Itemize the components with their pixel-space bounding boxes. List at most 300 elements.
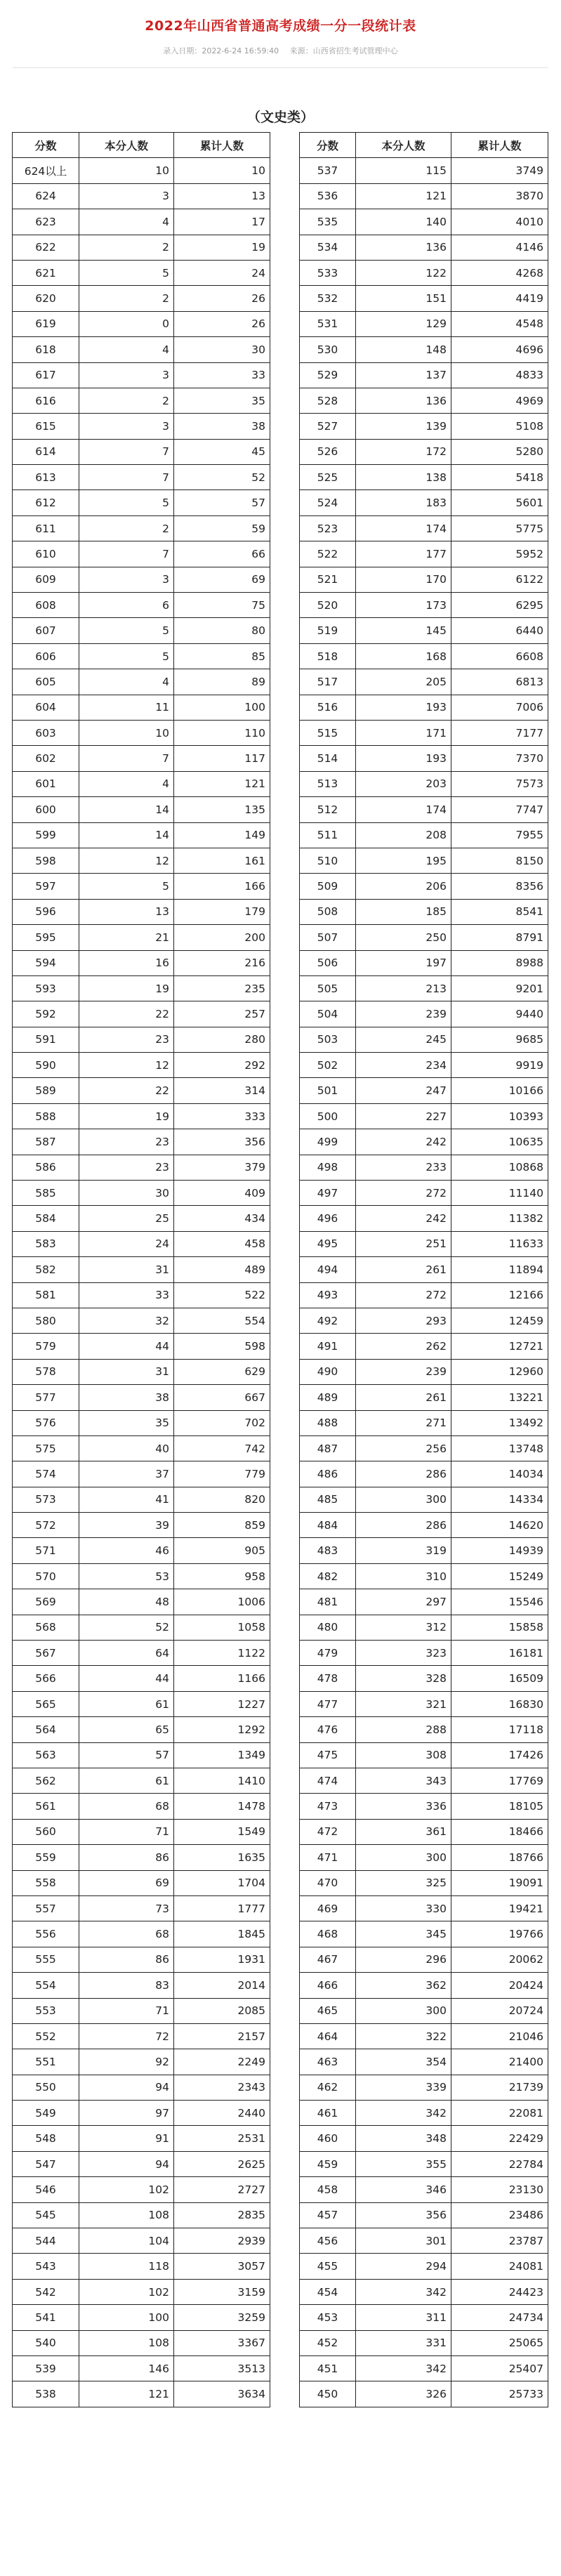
- cell-score: 534: [300, 235, 356, 260]
- cell-count: 5: [79, 260, 174, 285]
- cell-count: 239: [356, 1359, 451, 1384]
- cell-cumulative: 5108: [451, 414, 548, 439]
- table-row: [300, 2101, 548, 2126]
- cell-count: 146: [79, 2355, 174, 2381]
- cell-score: 596: [13, 899, 79, 924]
- cell-score: 507: [300, 925, 356, 950]
- cell-count: 356: [356, 2202, 451, 2228]
- table-header-row: [300, 133, 548, 158]
- cell-count: 23: [79, 1027, 174, 1052]
- cell-score: 517: [300, 669, 356, 695]
- cell-score: 623: [13, 209, 79, 235]
- cell-count: 7: [79, 746, 174, 771]
- cell-cumulative: 19091: [451, 1870, 548, 1895]
- cell-count: 245: [356, 1027, 451, 1052]
- cell-count: 68: [79, 1921, 174, 1947]
- cell-cumulative: 12960: [451, 1359, 548, 1384]
- cell-cumulative: 23486: [451, 2202, 548, 2228]
- cell-count: 33: [79, 1282, 174, 1308]
- cell-count: 139: [356, 414, 451, 439]
- cell-cumulative: 4419: [451, 286, 548, 311]
- cell-score: 477: [300, 1691, 356, 1716]
- cell-score: 530: [300, 337, 356, 362]
- table-row: [13, 515, 270, 541]
- cell-score: 535: [300, 209, 356, 235]
- table-row: [300, 771, 548, 796]
- cell-cumulative: 22784: [451, 2151, 548, 2176]
- cell-count: 19: [79, 975, 174, 1001]
- cell-cumulative: 11894: [451, 1257, 548, 1282]
- cell-score: 455: [300, 2254, 356, 2279]
- cell-score: 519: [300, 618, 356, 643]
- cell-cumulative: 15249: [451, 1563, 548, 1589]
- cell-cumulative: 9919: [451, 1053, 548, 1078]
- cell-score: 569: [13, 1589, 79, 1615]
- cell-count: 86: [79, 1845, 174, 1870]
- table-row: [13, 2177, 270, 2202]
- cell-count: 14: [79, 822, 174, 848]
- cell-cumulative: 14034: [451, 1461, 548, 1487]
- cell-count: 308: [356, 1742, 451, 1768]
- cell-cumulative: 434: [174, 1206, 270, 1231]
- cell-cumulative: 19766: [451, 1921, 548, 1947]
- cell-cumulative: 4146: [451, 235, 548, 260]
- cell-score: 550: [13, 2075, 79, 2100]
- cell-score: 508: [300, 899, 356, 924]
- cell-cumulative: 9440: [451, 1001, 548, 1027]
- cell-count: 2: [79, 235, 174, 260]
- table-row: [300, 567, 548, 592]
- table-row: [13, 1282, 270, 1308]
- cell-score: 617: [13, 362, 79, 388]
- cell-cumulative: 59: [174, 515, 270, 541]
- table-row: [300, 260, 548, 285]
- cell-score: 540: [13, 2330, 79, 2355]
- cell-score: 576: [13, 1410, 79, 1435]
- cell-count: 242: [356, 1206, 451, 1231]
- table-row: [13, 1129, 270, 1155]
- cell-cumulative: 5418: [451, 465, 548, 490]
- cell-score: 492: [300, 1308, 356, 1333]
- cell-cumulative: 9685: [451, 1027, 548, 1052]
- cell-count: 4: [79, 669, 174, 695]
- cell-cumulative: 10635: [451, 1129, 548, 1155]
- cell-count: 11: [79, 695, 174, 720]
- table-row: [13, 2254, 270, 2279]
- table-row: [300, 286, 548, 311]
- cell-cumulative: 30: [174, 337, 270, 362]
- cell-score: 521: [300, 567, 356, 592]
- table-row: [13, 2151, 270, 2176]
- cell-cumulative: 12721: [451, 1334, 548, 1359]
- table-row: [300, 1410, 548, 1435]
- cell-cumulative: 409: [174, 1181, 270, 1206]
- cell-score: 613: [13, 465, 79, 490]
- table-row: [13, 1513, 270, 1538]
- header-score: 分数: [300, 133, 356, 158]
- cell-cumulative: 7370: [451, 746, 548, 771]
- cell-cumulative: 45: [174, 439, 270, 464]
- cell-score: 523: [300, 515, 356, 541]
- cell-cumulative: 117: [174, 746, 270, 771]
- cell-count: 102: [79, 2177, 174, 2202]
- cell-count: 25: [79, 1206, 174, 1231]
- cell-cumulative: 742: [174, 1435, 270, 1461]
- cell-cumulative: 35: [174, 388, 270, 413]
- cell-score: 503: [300, 1027, 356, 1052]
- cell-count: 0: [79, 311, 174, 336]
- cell-count: 23: [79, 1155, 174, 1180]
- cell-score: 526: [300, 439, 356, 464]
- cell-cumulative: 110: [174, 720, 270, 745]
- cell-cumulative: 3513: [174, 2355, 270, 2381]
- cell-score: 493: [300, 1282, 356, 1308]
- cell-count: 256: [356, 1435, 451, 1461]
- cell-score: 501: [300, 1078, 356, 1103]
- cell-cumulative: 2085: [174, 1998, 270, 2023]
- cell-score: 603: [13, 720, 79, 745]
- cell-score: 583: [13, 1231, 79, 1256]
- cell-cumulative: 25065: [451, 2330, 548, 2355]
- cell-score: 539: [13, 2355, 79, 2381]
- cell-score: 506: [300, 950, 356, 975]
- cell-cumulative: 779: [174, 1461, 270, 1487]
- cell-cumulative: 356: [174, 1129, 270, 1155]
- cell-count: 288: [356, 1717, 451, 1742]
- cell-count: 233: [356, 1155, 451, 1180]
- cell-count: 348: [356, 2126, 451, 2151]
- cell-score: 520: [300, 593, 356, 618]
- cell-score: 463: [300, 2049, 356, 2075]
- cell-count: 31: [79, 1257, 174, 1282]
- cell-cumulative: 21739: [451, 2075, 548, 2100]
- table-row: [13, 2355, 270, 2381]
- cell-count: 68: [79, 1794, 174, 1819]
- cell-count: 183: [356, 490, 451, 515]
- table-row: [300, 1819, 548, 1844]
- table-row: [13, 490, 270, 515]
- cell-cumulative: 13492: [451, 1410, 548, 1435]
- cell-count: 251: [356, 1231, 451, 1256]
- table-row: [13, 1742, 270, 1768]
- table-row: [300, 1103, 548, 1129]
- cell-cumulative: 13748: [451, 1435, 548, 1461]
- cell-cumulative: 89: [174, 669, 270, 695]
- cell-count: 195: [356, 848, 451, 873]
- cell-score: 536: [300, 183, 356, 209]
- table-row: [300, 1385, 548, 1410]
- cell-score: 466: [300, 1973, 356, 1998]
- table-row: [300, 1921, 548, 1947]
- cell-count: 168: [356, 643, 451, 669]
- table-row: [13, 1641, 270, 1666]
- cell-cumulative: 598: [174, 1334, 270, 1359]
- table-row: [13, 1921, 270, 1947]
- cell-count: 118: [79, 2254, 174, 2279]
- cell-cumulative: 17426: [451, 1742, 548, 1768]
- cell-cumulative: 23130: [451, 2177, 548, 2202]
- cell-count: 300: [356, 1845, 451, 1870]
- table-row: [13, 1308, 270, 1333]
- cell-count: 319: [356, 1538, 451, 1563]
- table-row: [13, 388, 270, 413]
- cell-count: 108: [79, 2202, 174, 2228]
- header-count: 本分人数: [356, 133, 451, 158]
- table-row: [300, 1155, 548, 1180]
- cell-score: 478: [300, 1666, 356, 1691]
- table-row: [13, 695, 270, 720]
- cell-score: 552: [13, 2023, 79, 2049]
- cell-cumulative: 1122: [174, 1641, 270, 1666]
- cell-count: 193: [356, 746, 451, 771]
- cell-cumulative: 66: [174, 541, 270, 567]
- table-row: [300, 1359, 548, 1384]
- cell-score: 599: [13, 822, 79, 848]
- table-row: [300, 414, 548, 439]
- table-row: [300, 643, 548, 669]
- table-row: [13, 1359, 270, 1384]
- table-row: [300, 899, 548, 924]
- table-row: [13, 1410, 270, 1435]
- cell-count: 206: [356, 874, 451, 899]
- cell-score: 561: [13, 1794, 79, 1819]
- cell-count: 19: [79, 1103, 174, 1129]
- cell-count: 102: [79, 2279, 174, 2304]
- cell-score: 489: [300, 1385, 356, 1410]
- table-row: [13, 1206, 270, 1231]
- cell-cumulative: 2531: [174, 2126, 270, 2151]
- table-row: [300, 1027, 548, 1052]
- cell-count: 250: [356, 925, 451, 950]
- cell-cumulative: 15858: [451, 1615, 548, 1640]
- cell-count: 12: [79, 1053, 174, 1078]
- cell-count: 362: [356, 1973, 451, 1998]
- cell-score: 470: [300, 1870, 356, 1895]
- cell-cumulative: 57: [174, 490, 270, 515]
- cell-cumulative: 6122: [451, 567, 548, 592]
- cell-count: 71: [79, 1998, 174, 2023]
- cell-score: 605: [13, 669, 79, 695]
- cell-score: 537: [300, 158, 356, 183]
- cell-score: 457: [300, 2202, 356, 2228]
- cell-count: 61: [79, 1768, 174, 1794]
- cell-cumulative: 12459: [451, 1308, 548, 1333]
- cell-count: 10: [79, 720, 174, 745]
- table-row: [300, 695, 548, 720]
- cell-score: 579: [13, 1334, 79, 1359]
- cell-count: 355: [356, 2151, 451, 2176]
- section-heading: （文史类）: [246, 110, 314, 125]
- cell-score: 608: [13, 593, 79, 618]
- cell-count: 30: [79, 1181, 174, 1206]
- cell-cumulative: 8791: [451, 925, 548, 950]
- cell-score: 595: [13, 925, 79, 950]
- cell-count: 342: [356, 2101, 451, 2126]
- cell-cumulative: 1549: [174, 1819, 270, 1844]
- cell-count: 121: [79, 2381, 174, 2407]
- cell-score: 542: [13, 2279, 79, 2304]
- cell-score: 559: [13, 1845, 79, 1870]
- table-row: [13, 1103, 270, 1129]
- table-row: [13, 1461, 270, 1487]
- cell-count: 331: [356, 2330, 451, 2355]
- cell-score: 598: [13, 848, 79, 873]
- cell-score: 547: [13, 2151, 79, 2176]
- cell-cumulative: 2157: [174, 2023, 270, 2049]
- table-row: [300, 1129, 548, 1155]
- table-row: [300, 362, 548, 388]
- cell-score: 563: [13, 1742, 79, 1768]
- table-row: [13, 1563, 270, 1589]
- table-row: [13, 874, 270, 899]
- table-row: [13, 2023, 270, 2049]
- table-row: [13, 1768, 270, 1794]
- table-row: [300, 1717, 548, 1742]
- cell-score: 531: [300, 311, 356, 336]
- cell-score: 600: [13, 797, 79, 822]
- table-row: [13, 541, 270, 567]
- cell-score: 510: [300, 848, 356, 873]
- cell-count: 65: [79, 1717, 174, 1742]
- cell-cumulative: 1704: [174, 1870, 270, 1895]
- cell-score: 450: [300, 2381, 356, 2407]
- cell-score: 509: [300, 874, 356, 899]
- cell-count: 3: [79, 567, 174, 592]
- cell-cumulative: 24: [174, 260, 270, 285]
- cell-count: 239: [356, 1001, 451, 1027]
- cell-score: 587: [13, 1129, 79, 1155]
- table-row: [300, 490, 548, 515]
- cell-cumulative: 1166: [174, 1666, 270, 1691]
- table-row: [13, 209, 270, 235]
- cell-cumulative: 25407: [451, 2355, 548, 2381]
- table-row: [13, 439, 270, 464]
- cell-cumulative: 8150: [451, 848, 548, 873]
- cell-count: 2: [79, 515, 174, 541]
- cell-score: 564: [13, 1717, 79, 1742]
- cell-score: 528: [300, 388, 356, 413]
- cell-cumulative: 2440: [174, 2101, 270, 2126]
- cell-count: 16: [79, 950, 174, 975]
- table-row: [300, 746, 548, 771]
- table-row: [13, 643, 270, 669]
- table-row: [300, 1998, 548, 2023]
- cell-score: 494: [300, 1257, 356, 1282]
- table-row: [300, 2330, 548, 2355]
- cell-score: 479: [300, 1641, 356, 1666]
- cell-score: 545: [13, 2202, 79, 2228]
- cell-score: 591: [13, 1027, 79, 1052]
- cell-cumulative: 1635: [174, 1845, 270, 1870]
- cell-cumulative: 1006: [174, 1589, 270, 1615]
- cell-score: 602: [13, 746, 79, 771]
- table-row: [300, 2381, 548, 2407]
- cell-count: 71: [79, 1819, 174, 1844]
- cell-cumulative: 859: [174, 1513, 270, 1538]
- cell-count: 100: [79, 2305, 174, 2330]
- table-row: [13, 1027, 270, 1052]
- cell-cumulative: 4696: [451, 337, 548, 362]
- cell-cumulative: 5601: [451, 490, 548, 515]
- cell-count: 46: [79, 1538, 174, 1563]
- cell-score: 575: [13, 1435, 79, 1461]
- cell-count: 145: [356, 618, 451, 643]
- cell-score: 573: [13, 1487, 79, 1512]
- publish-date: 录入日期：2022-6-24 16:59:40: [163, 46, 279, 55]
- table-row: [300, 183, 548, 209]
- cell-count: 5: [79, 643, 174, 669]
- table-row: [300, 1895, 548, 1921]
- table-row: [13, 925, 270, 950]
- header-cumulative: 累计人数: [451, 133, 548, 158]
- cell-score: 607: [13, 618, 79, 643]
- cell-count: 136: [356, 388, 451, 413]
- table-row: [300, 1181, 548, 1206]
- table-row: [300, 797, 548, 822]
- table-row: [300, 950, 548, 975]
- cell-count: 24: [79, 1231, 174, 1256]
- cell-count: 293: [356, 1308, 451, 1333]
- cell-score: 578: [13, 1359, 79, 1384]
- cell-count: 115: [356, 158, 451, 183]
- table-row: [300, 1257, 548, 1282]
- table-row: [300, 439, 548, 464]
- cell-count: 7: [79, 439, 174, 464]
- cell-score: 571: [13, 1538, 79, 1563]
- cell-score: 472: [300, 1819, 356, 1844]
- cell-count: 13: [79, 899, 174, 924]
- table-row: [300, 1794, 548, 1819]
- cell-score: 454: [300, 2279, 356, 2304]
- cell-score: 618: [13, 337, 79, 362]
- table-row: [13, 593, 270, 618]
- table-row: [300, 1487, 548, 1512]
- cell-cumulative: 11382: [451, 1206, 548, 1231]
- source-label: 来源：山西省招生考试管理中心: [289, 46, 398, 55]
- cell-count: 213: [356, 975, 451, 1001]
- cell-cumulative: 13: [174, 183, 270, 209]
- cell-cumulative: 24423: [451, 2279, 548, 2304]
- cell-count: 326: [356, 2381, 451, 2407]
- cell-count: 345: [356, 1921, 451, 1947]
- cell-cumulative: 19: [174, 235, 270, 260]
- cell-cumulative: 820: [174, 1487, 270, 1512]
- cell-count: 174: [356, 515, 451, 541]
- cell-count: 37: [79, 1461, 174, 1487]
- cell-count: 272: [356, 1181, 451, 1206]
- cell-count: 44: [79, 1666, 174, 1691]
- cell-count: 325: [356, 1870, 451, 1895]
- cell-cumulative: 6608: [451, 643, 548, 669]
- table-row: [300, 1231, 548, 1256]
- cell-score: 459: [300, 2151, 356, 2176]
- cell-cumulative: 2727: [174, 2177, 270, 2202]
- table-row: [13, 1487, 270, 1512]
- cell-cumulative: 4548: [451, 311, 548, 336]
- cell-score: 606: [13, 643, 79, 669]
- cell-count: 40: [79, 1435, 174, 1461]
- table-row: [13, 848, 270, 873]
- table-row: [300, 2126, 548, 2151]
- table-row: [300, 1282, 548, 1308]
- cell-cumulative: 10: [174, 158, 270, 183]
- table-row: [13, 950, 270, 975]
- cell-score: 511: [300, 822, 356, 848]
- cell-cumulative: 958: [174, 1563, 270, 1589]
- cell-score: 486: [300, 1461, 356, 1487]
- cell-score: 474: [300, 1768, 356, 1794]
- table-row: [300, 1078, 548, 1103]
